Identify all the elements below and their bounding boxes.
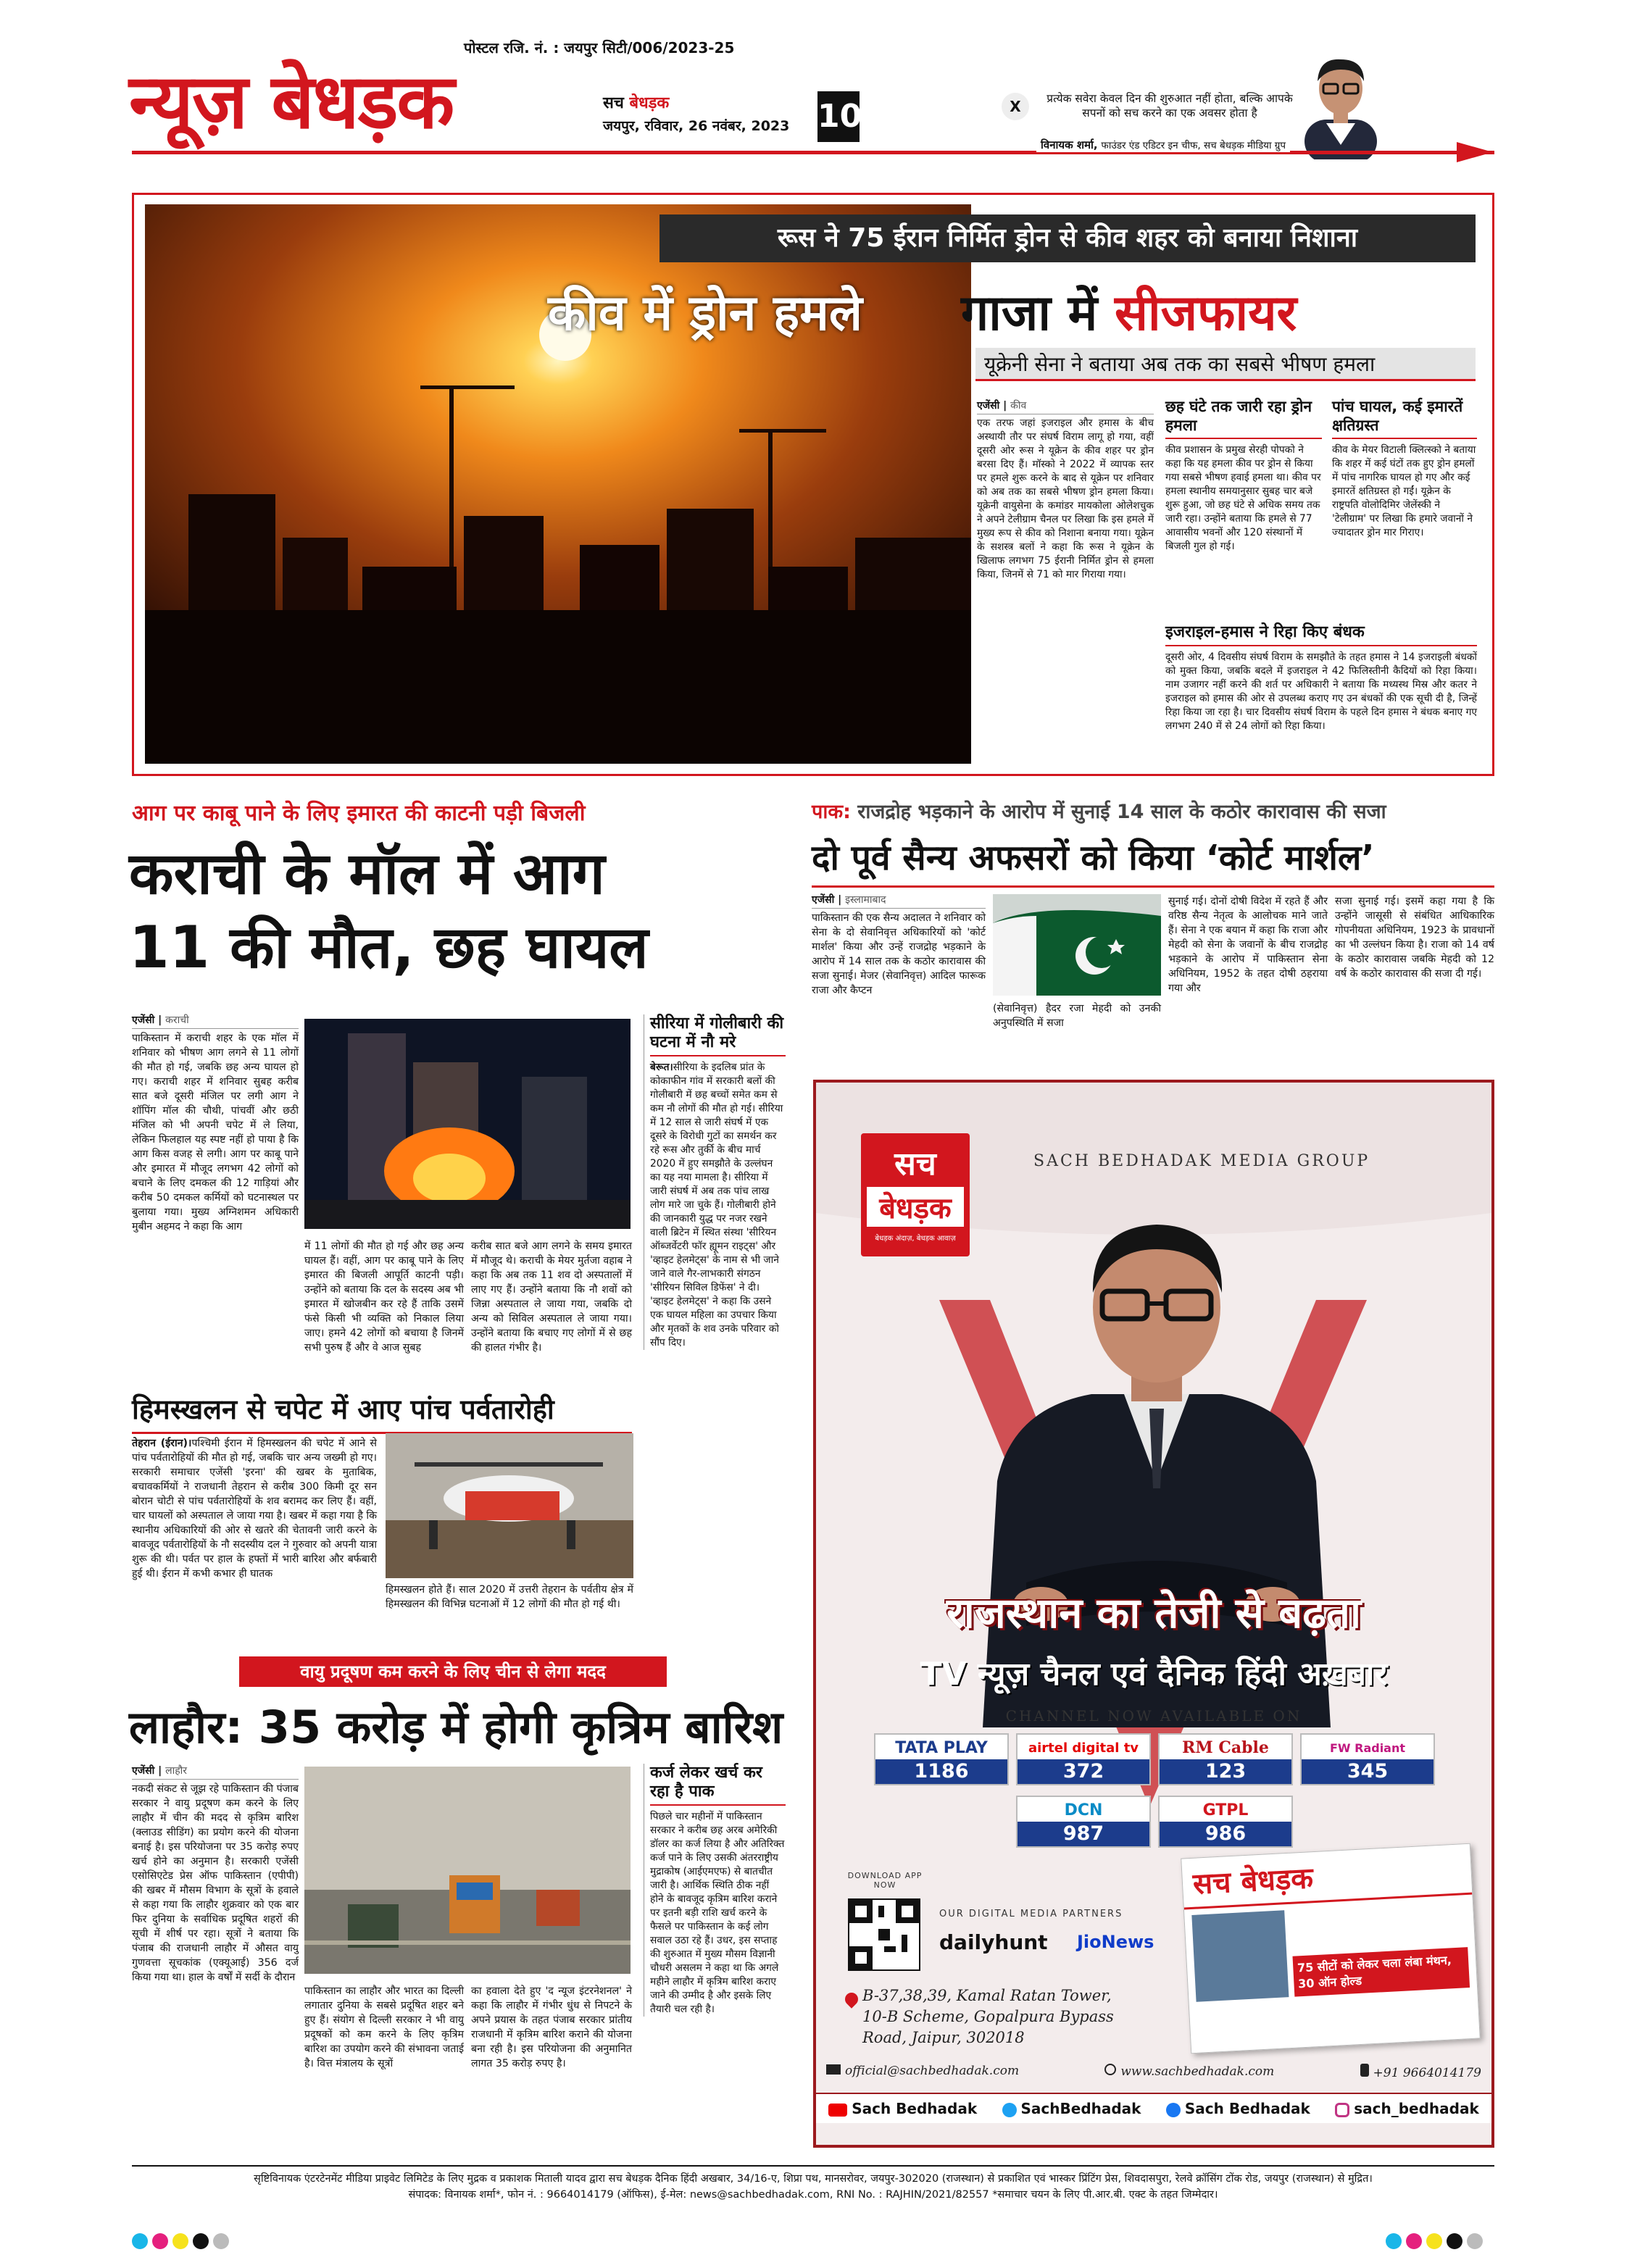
phone-text: +91 9664014179 (1373, 2066, 1481, 2080)
paper-photo (1191, 1910, 1289, 2002)
channel-number: 372 (1018, 1759, 1149, 1784)
jionews-logo[interactable]: JioNews (1077, 1932, 1154, 1952)
byline-place: लाहौर (165, 1765, 188, 1777)
registration-dots-left (132, 2233, 233, 2252)
channel-number: 987 (1018, 1822, 1149, 1846)
lahore-smog-photo (304, 1767, 631, 1974)
lead-side2 (1332, 397, 1477, 540)
lead-side2-title: पांच घायल, कई इमारतें क्षतिग्रस्त (1332, 397, 1477, 439)
syria-place: बेरूत। (650, 1062, 673, 1073)
mail-icon (826, 2064, 841, 2075)
pak-kicker-label: पाक: (812, 801, 851, 823)
pak-col1 (812, 893, 986, 998)
karachi-text-2: में 11 लोगों की मौत हो गई और छह अन्य घायल हैं। वहीं, आग पर काबू पाने के लिए इमारत की बिजली आपूर्ति काटनी पड़ी। उन्होंने को बताया कि दल के सदस्य अब भी इमारत में खोजबीन कर रहे हैं ताकि उसमें फंसे किसी भी व्यक्ति को निकाल लिया जाए। हमने 42 लोगों को बचाया है जिनमें सभी पुरुष हैं और वे आज सुबह (304, 1241, 464, 1354)
youtube-handle: Sach Bedhadak (852, 2100, 978, 2117)
pen-nib-icon (1457, 142, 1493, 162)
ad-logo (861, 1133, 970, 1256)
lahore-col2 (304, 1984, 464, 2071)
editor-portrait (1297, 43, 1384, 159)
pak-col2 (993, 1001, 1161, 1030)
globe-icon (1104, 2064, 1116, 2075)
channel-rmcable (1158, 1733, 1293, 1785)
lead-strap: यूक्रेनी सेना ने बताया अब तक का सबसे भीषण हमला (975, 348, 1476, 381)
channel-name: airtel digital tv (1028, 1740, 1139, 1756)
brand-sach: सच (603, 94, 624, 112)
lead-side1 (1165, 397, 1322, 554)
lahore-side-body: पिछले चार महीनों में पाकिस्तान सरकार ने करीब छह अरब अमेरिकी डॉलर का कर्ज लिया है और अतिरिक्त कर्ज पाने के लिए उसकी अंतरराष्ट्रीय मुद्राकोष (आईएमएफ) से बातचीत जारी है। आर्थिक स्थिति ठीक नहीं होने के बावजूद कृत्रिम बारिश कराने पर इतनी बड़ी राशि खर्च करने के फैसले पर पाकिस्तान के कई लोग सवाल उठा रहे हैं। उधर, इस सप्ताह की शुरुआत में मुख्य मौसम विज्ञानी चौधरी असलम ने कहा था कि अगले महीने लाहौर में कृत्रिम बारिश कराए जाने की उम्मीद है और इसके लिए तैयारी चल रही है। (650, 1811, 785, 2015)
avalanche-title: हिमस्खलन से चपेट में आए पांच पर्वतारोही (132, 1390, 632, 1434)
lahore-kicker: वायु प्रदूषण कम करने के लिए चीन से लेगा मदद (239, 1656, 667, 1687)
lahore-text-2: पाकिस्तान का लाहौर और भारत का दिल्ली लगातार दुनिया के सबसे प्रदूषित शहर बने हुए हैं। संयोग से दिल्ली सरकार ने भी वायु प्रदूषकों को कम करने के लिए कृत्रिम बारिश का उपयोग करने की संभावना जताई है। वित्त मंत्रालय के सूत्रों (304, 1985, 464, 2069)
postal-reg: पोस्टल रजि. नं. : जयपुर सिटी/006/2023-25 (464, 39, 735, 57)
web-contact[interactable] (1104, 2064, 1274, 2080)
youtube-link[interactable] (828, 2100, 977, 2117)
lahore-col3 (471, 1984, 632, 2071)
pak-col4 (1335, 894, 1494, 981)
ad-group-title: SACH BEDHADAK MEDIA GROUP (1033, 1152, 1370, 1170)
karachi-col3 (471, 1239, 632, 1355)
magenta-dot (152, 2233, 168, 2249)
email-text: official@sachbedhadak.com (845, 2064, 1020, 2078)
facebook-link[interactable] (1166, 2100, 1310, 2117)
twitter-link[interactable] (1002, 2100, 1141, 2117)
byline-agency: एजेंसी (977, 400, 1000, 412)
pak-kicker (812, 797, 1386, 824)
twitter-handle: SachBedhadak (1020, 2100, 1141, 2117)
youtube-icon (828, 2104, 847, 2117)
registration-dots-right (1386, 2233, 1487, 2252)
channel-tataplay (874, 1733, 1009, 1785)
masthead-logo (129, 58, 453, 145)
address-line-3: Road, Jaipur, 302018 (862, 2029, 1025, 2046)
footer-line-2: संपादक: विनायक शर्मा*, फोन नं. : 9664014179 (ऑफिस), ई-मेल: news@sachbedhadak.com, RNI No. : RAJHIN/2021/82557 *समाचार चयन के लिए पी.आर.बी. एक्ट के तहत जिम्मेदार। (408, 2189, 1218, 2201)
karachi-headline-2: 11 की मौत, छह घायल (129, 914, 649, 981)
x-icon[interactable]: X (1002, 93, 1029, 120)
karachi-byline: एजेंसी | कराची (132, 1013, 299, 1029)
karachi-kicker: आग पर काबू पाने के लिए इमारत की काटनी पड़ी बिजली (132, 801, 586, 826)
lead-body: एक तरफ जहां इजराइल और हमास के बीच अस्थायी तौर पर संघर्ष विराम लागू हो गया, वहीं दूसरी ओर रूस ने यूक्रेन के कीव शहर पर ड्रोन बरसा दिए हैं। मॉस्को ने 2022 में व्यापक स्तर पर हमले शुरू करने के बाद से यूक्रेन पर शनिवार को अब तक का सबसे भीषण ड्रोन हमला किया। यूक्रेनी वायुसेना के कमांडर मायकोला ओलेशचुक ने अपने टेलीग्राम चैनल पर लिखा कि इस हमले में मुख्य रूप से कीव को निशाना बनाया गया। यूक्रेन के सशस्त्र बलों ने कहा कि रूस ने यूक्रेन के खिलाफ लगभग 75 ईरानी निर्मित ड्रोन से हमला किया, जिनमें से 71 को मार गिराया गया। (977, 417, 1154, 580)
channel-name: FW Radiant (1329, 1740, 1406, 1755)
grey-dot (213, 2233, 229, 2249)
avalanche-body-wrap (132, 1436, 377, 1581)
channel-dcn (1016, 1796, 1151, 1848)
instagram-handle: sach_bedhadak (1354, 2100, 1479, 2117)
lead-side1-body: कीव प्रशासन के प्रमुख सेरही पोपको ने कहा कि यह हमला कीव पर ड्रोन से किया गया सबसे भीषण हवाई हमला था। कीव पर हमला स्थानीय समयानुसार सुबह चार बजे शुरू हुआ, जो छह घंटे से अधिक समय तक जारी रहा। उन्होंने बताया कि हमले से 77 आवासीय भवनों और 120 संस्थानों में बिजली गुल हो गई। (1165, 444, 1321, 552)
byline-agency: एजेंसी (812, 894, 835, 906)
channel-number: 986 (1160, 1822, 1291, 1846)
yellow-dot (1426, 2233, 1442, 2249)
cyan-dot (1386, 2233, 1402, 2249)
phone-icon (1360, 2064, 1369, 2077)
pak-kicker-text: राजद्रोह भड़काने के आरोप में सुनाई 14 साल के कठोर कारावास की सजा (857, 801, 1386, 823)
brand-bedhadak: बेधड़क (629, 94, 670, 112)
ad-download: DOWNLOAD APP NOW (847, 1871, 923, 1890)
lead-col-main (977, 399, 1154, 582)
grey-dot (1467, 2233, 1483, 2249)
ad-logo-tag: बेधड़क अंदाज़, बेधड़क आवाज़ (875, 1235, 956, 1243)
black-dot (193, 2233, 209, 2249)
karachi-col2 (304, 1239, 464, 1355)
byline-place: इस्लामाबाद (845, 894, 886, 906)
channel-name: DCN (1064, 1801, 1103, 1819)
lahore-text-1: नकदी संकट से जूझ रहे पाकिस्तान की पंजाब सरकार ने वायु प्रदूषण कम करने के लिए लाहौर में चीन की मदद से कृत्रिम बारिश (क्लाउड सीडिंग) का प्रयोग करने की योजना बनाई है। इस परियोजना पर 35 करोड़ रुपए खर्च होने का अनुमान है। सरकारी एजेंसी एसोसिएटेड प्रेस ऑफ पाकिस्तान (एपीपी) की खबर में मौसम विभाग के सूत्रों के हवाले से कहा गया कि लाहौर शुक्रवार को एक बार फिर दुनिया के सर्वाधिक प्रदूषित शहरों की सूची में शीर्ष पर रहा। सूत्रों ने बताया कि पंजाब की राजधानी लाहौर में औसत वायु गुणवत्ता सूचकांक (एक्यूआई) 356 दर्ज किया गया था। हाल के वर्षों में सर्दी के दौरान (132, 1783, 299, 1983)
karachi-text-3: करीब सात बजे आग लगने के समय इमारत में मौजूद थे। कराची के मेयर मुर्तजा वहाब ने कहा कि अब तक 11 शव दो अस्पतालों में लाए गए हैं। उन्होंने बताया कि नौ शवों को जिन्ना अस्पताल ले जाया गया, जबकि दो अन्य को सिविल अस्पताल ले जाया गया। उन्होंने बताया कि बचाए गए लोगों में से छह की हालत गंभीर है। (471, 1241, 632, 1354)
byline-agency: एजेंसी (132, 1765, 155, 1777)
byline-place: कीव (1010, 400, 1027, 412)
ad-presenter (968, 1177, 1345, 1727)
dailyhunt-logo[interactable]: dailyhunt (939, 1930, 1048, 1954)
avalanche-col1 (132, 1436, 377, 1581)
lahore-side (644, 1764, 786, 2017)
qr-code-icon[interactable] (848, 1898, 920, 1971)
pak-headline: दो पूर्व सैन्य अफसरों को किया ‘कोर्ट मार्शल’ (812, 838, 1375, 878)
ad-social-row (816, 2093, 1491, 2123)
ad-newspaper-image (1181, 1843, 1481, 2054)
black-dot (1447, 2233, 1462, 2249)
ad-headline: राजस्थान का तेजी से बढ़ता (946, 1588, 1361, 1638)
location-icon (842, 1990, 860, 2008)
paper-content (1184, 1895, 1478, 2009)
lahore-side-title: कर्ज लेकर खर्च कर रहा है पाक (650, 1764, 786, 1806)
ad-logo-sach: सच (894, 1146, 936, 1183)
email-contact[interactable] (826, 2064, 1019, 2080)
ad-partners-title: OUR DIGITAL MEDIA PARTNERS (939, 1909, 1123, 1919)
ad-address (862, 1985, 1114, 2048)
lead-side3-body: दूसरी ओर, 4 दिवसीय संघर्ष विराम के समझौते के तहत हमास ने 14 इजराइली बंधकों को मुक्त किया, जबकि बदले में इजराइल ने 42 फिलिस्तीनी कैदियों को रिहा किया। नाम उजागर नहीं करने की शर्त पर अधिकारी ने बताया कि मध्यस्थ मिस्र और कतर ने इजराइल को हमास की ओर से उपलब्ध कराए गए उन बंधकों की एक सूची दी है, जिन्हें रिहा किया जा रहा है। चार दिवसीय संघर्ष विराम के पहले दिन हमास ने बंधक बनाए गए लगभग 240 में से 24 लोगों को रिहा किया। (1165, 651, 1477, 732)
footer-line-1: सृष्टिविनायक एंटरटेनमेंट मीडिया प्राइवेट लिमिटेड के लिए मुद्रक व प्रकाशक मिताली यादव द्वारा सच बेधड़क दैनिक हिंदी अखबार, 34/16-ए, शिप्रा पथ, मानसरोवर, जयपुर-302020 (राजस्थान) से प्रकाशित एवं भास्कर प्रिंटिंग प्रेस, शिवदासपुरा, रेलवे क्रॉसिंग टोंक रोड, जयपुर (राजस्थान) से मुद्रित। (254, 2173, 1373, 2185)
address-line-1: B-37,38,39, Kamal Ratan Tower, (862, 1987, 1112, 2004)
channel-name: GTPL (1202, 1801, 1249, 1819)
byline-agency: एजेंसी (132, 1014, 155, 1026)
pak-byline: एजेंसी | इस्लामाबाद (812, 893, 986, 909)
channel-radiant (1300, 1733, 1435, 1785)
pak-rule (812, 885, 1494, 888)
channel-gtpl (1158, 1796, 1293, 1848)
lahore-col1 (132, 1764, 299, 1985)
editor-credit (1036, 138, 1290, 152)
page-number: 10 (817, 91, 860, 142)
lead-side3-title: इजराइल-हमास ने रिहा किए बंधक (1165, 623, 1477, 646)
avalanche-caption: हिमस्खलन होते हैं। साल 2020 में उत्तरी तेहरान के पर्वतीय क्षेत्र में हिमस्खलन की विभिन्न घटनाओं में 12 लोगों की मौत हो गई थी। (386, 1584, 633, 1610)
channel-name: RM Cable (1182, 1738, 1269, 1757)
lead-headline-ceasefire: सीजफायर (1115, 285, 1297, 342)
syria-body: सीरिया के इदलिब प्रांत के कोकाफीन गांव में सरकारी बलों की गोलीबारी में छह बच्चों समेत कम से कम नौ लोगों की मौत हो गई। सीरिया में 12 साल से जारी संघर्ष में एक दूसरे के विरोधी गुटों का समर्थन कर रहे रूस और तुर्की के बीच मार्च 2020 में हुए समझौते के उल्लंघन का यह नया मामला है। सीरिया में जारी संघर्ष में अब तक पांच लाख लोग मारे जा चुके हैं। गोलीबारी होने की जानकारी युद्ध पर नजर रखने वाली ब्रिटेन में स्थित संस्था 'सीरियन ऑब्जर्वेटरी फॉर ह्यूमन राइट्स' और 'व्हाइट हेलमेट्स' के नाम से भी जाने जाने वाले गैर-लाभकारी संगठन 'सीरियन सिविल डिफेंस' ने दी। 'व्हाइट हेलमेट्स' ने कहा कि उसने एक घायल महिला का उपचार किया और मृतकों के शव उनके परिवार को सौंप दिए। (650, 1062, 783, 1348)
syria-box (644, 1014, 786, 1350)
lead-side1-title: छह घंटे तक जारी रहा ड्रोन हमला (1165, 397, 1322, 439)
pakistan-flag-photo (993, 894, 1161, 996)
channel-airtel (1016, 1733, 1151, 1785)
instagram-link[interactable] (1335, 2100, 1479, 2117)
facebook-icon (1166, 2103, 1181, 2117)
channel-number: 123 (1160, 1759, 1291, 1784)
channel-name: TATA PLAY (895, 1738, 988, 1757)
syria-title: सीरिया में गोलीबारी की घटना में नौ मरे (650, 1014, 786, 1056)
brand-mini (603, 91, 669, 113)
pak-col3 (1168, 894, 1328, 996)
web-text: www.sachbedhadak.com (1120, 2064, 1275, 2079)
pak-text-3: सुनाई गई। दोनों दोषी विदेश में रहते हैं और वरिष्ठ सैन्य नेतृत्व के आलोचक माने जाते हैं। सेना ने एक बयान में कहा कि राजा और मेहदी को सेना के जवानों के बीच राजद्रोह भड़काने के आरोप में पाकिस्तान सेना अधिनियम, 1952 के तहत दोषी ठहराया गया और (1168, 896, 1328, 994)
dateline: जयपुर, रविवार, 26 नवंबर, 2023 (603, 118, 790, 134)
avalanche-body: पश्चिमी ईरान में हिमस्खलन की चपेट में आने से पांच पर्वतारोहियों की मौत हो गई, जबकि चार अन्य जख्मी हो गए। सरकारी समाचार एजेंसी 'इरना' की खबर के मुताबिक, बचावकर्मियों ने राजधानी तेहरान से करीब 300 किमी दूर सन बोरान चोटी से पांच पर्वतारोहियों के शव बरामद कर लिए हैं। वहीं, चार घायलों को अस्पताल ले जाया गया है। खबर में कहा गया है कि स्थानीय अधिकारियों की ओर से खतरे की चेतावनी जारी करने के बावजूद पर्वतारोहियों के नौ सदस्यीय दल ने गुरुवार को अपनी यात्रा शुरू की थी। पर्वत पर हाल के हफ्तों में भारी बारिश और बर्फबारी हुई थी। ईरान में कभी कभार ही घातक (132, 1438, 377, 1580)
facebook-handle: Sach Bedhadak (1184, 2100, 1310, 2117)
karachi-headline-1: कराची के मॉल में आग (129, 840, 605, 907)
channel-number: 1186 (875, 1759, 1007, 1784)
paper-headline: 75 सीटों को लेकर चला लंबा मंथन, 30 ऑन होल्ड (1292, 1947, 1470, 1997)
pak-text-2: (सेवानिवृत्त) हैदर रजा मेहदी को उनकी अनुपस्थिति में सजा (993, 1003, 1161, 1029)
channel-number: 345 (1302, 1759, 1433, 1784)
lahore-text-3: का हवाला देते हुए 'द न्यूज इंटरनेशनल' ने कहा कि लाहौर में गंभीर धुंध से निपटने के अपने प्रयास के तहत पंजाब सरकार प्रांतीय राजधानी में कृत्रिम बारिश कराने की योजना बना रही है। इस परियोजना की अनुमानित लागत 35 करोड़ रुपए है। (471, 1985, 632, 2069)
editor-role: फाउंडर एंड एडिटर इन चीफ, सच बेधड़क मीडिया ग्रुप (1101, 140, 1286, 151)
editor-name: विनायक शर्मा, (1041, 138, 1098, 151)
lead-side3 (1165, 623, 1477, 733)
lead-headline-left: कीव में ड्रोन हमले (548, 285, 862, 342)
lead-kicker: रूस ने 75 ईरान निर्मित ड्रोन से कीव शहर को बनाया निशाना (659, 214, 1476, 262)
syria-body-wrap (650, 1061, 786, 1350)
pak-text-1: पाकिस्तान की एक सैन्य अदालत ने शनिवार को सेना के दो सेवानिवृत्त अधिकारियों को 'कोर्ट मार्शल' किया और उन्हें राजद्रोह भड़काने के आरोप में 14 साल तक के कठोर कारावास की सजा सुनाई। मेजर (सेवानिवृत्त) आदिल फारूक राजा और कैप्टन (812, 912, 986, 996)
lahore-headline: लाहौर: 35 करोड़ में होगी कृत्रिम बारिश (129, 1701, 783, 1754)
avalanche-photo (386, 1433, 633, 1578)
karachi-fire-photo (304, 1019, 631, 1229)
instagram-icon (1335, 2103, 1349, 2117)
ad-subline: TV न्यूज़ चैनल एवं दैनिक हिंदी अख़बार (920, 1656, 1388, 1693)
yellow-dot (172, 2233, 188, 2249)
media-group-ad[interactable] (813, 1080, 1494, 2148)
paper-masthead: सच बेधड़क (1181, 1844, 1472, 1910)
karachi-col1 (132, 1013, 299, 1234)
byline-place: कराची (165, 1014, 189, 1026)
pak-text-4: सजा सुनाई गई। इसमें कहा गया है कि उन्होंने जासूसी से संबंधित आधिकारिक गोपनीयता अधिनियम, 1923 के प्रावधानों का भी उल्लंघन किया है। राजा को 14 वर्ष के कठोर कारावास जबकि मेहदी को 12 वर्ष के कठोर कारावास की सजा दी गई। (1335, 896, 1494, 980)
footer-rule (132, 2165, 1494, 2167)
lead-headline-gaza: गाजा में (961, 285, 1098, 342)
cyan-dot (132, 2233, 148, 2249)
karachi-text-1: पाकिस्तान में कराची शहर के एक मॉल में शनिवार को भीषण आग लगने से 11 लोगों की मौत हो गई, जबकि छह अन्य घायल हो गए। कराची शहर में शनिवार सुबह करीब सात बजे दूसरी मंजिल पर लगी आग ने शॉपिंग मॉल की चौथी, पांचवीं और छठी मंजिल को भी अपनी चपेट में ले लिया, लेकिन फिलहाल यह स्पष्ट नहीं हो पाया है कि आग किस वजह से लगी। आग पर काबू पाने और इमारत में मौजूद लगभग 42 लोगों को बचाने के लिए दमकल की 12 गाड़ियां और करीब 50 दमकल कर्मियों को घटनास्थल पर बुलाया गया। मुख्य अग्निशमन अधिकारी मुबीन अहमद ने कहा कि आग (132, 1033, 299, 1233)
lead-side2-body: कीव के मेयर विटाली क्लित्स्को ने बताया कि शहर में कई घंटों तक हुए ड्रोन हमलों में पांच नागरिक घायल हो गए और कई इमारतें क्षतिग्रस्त हो गईं। यूक्रेन के राष्ट्रपति वोलोदिमिर जेलेंस्की ने 'टेलीग्राम' पर लिखा कि हमारे जवानों ने ज्यादातर ड्रोन मार गिराए। (1332, 444, 1476, 538)
ad-available: CHANNEL NOW AVAILABLE ON (1005, 1707, 1302, 1725)
ad-contact-row (826, 2064, 1481, 2080)
footer-imprint (132, 2171, 1494, 2203)
address-line-2: 10-B Scheme, Gopalpura Bypass (862, 2008, 1114, 2025)
avalanche-place: तेहरान (ईरान)। (132, 1438, 192, 1449)
lead-byline: एजेंसी | कीव (977, 399, 1154, 414)
phone-contact[interactable] (1360, 2064, 1481, 2080)
lahore-byline: एजेंसी | लाहौर (132, 1764, 299, 1780)
lead-headline-right (961, 277, 1297, 344)
logo-text: न्यूज़ बेधड़क (129, 57, 454, 146)
ad-logo-bedhadak: बेधड़क (867, 1187, 964, 1227)
editor-quote: प्रत्येक सवेरा केवल दिन की शुरुआत नहीं होता, बल्कि आपके सपनों को सच करने का एक अवसर होता है (1046, 92, 1293, 120)
twitter-icon (1002, 2103, 1017, 2117)
magenta-dot (1406, 2233, 1422, 2249)
